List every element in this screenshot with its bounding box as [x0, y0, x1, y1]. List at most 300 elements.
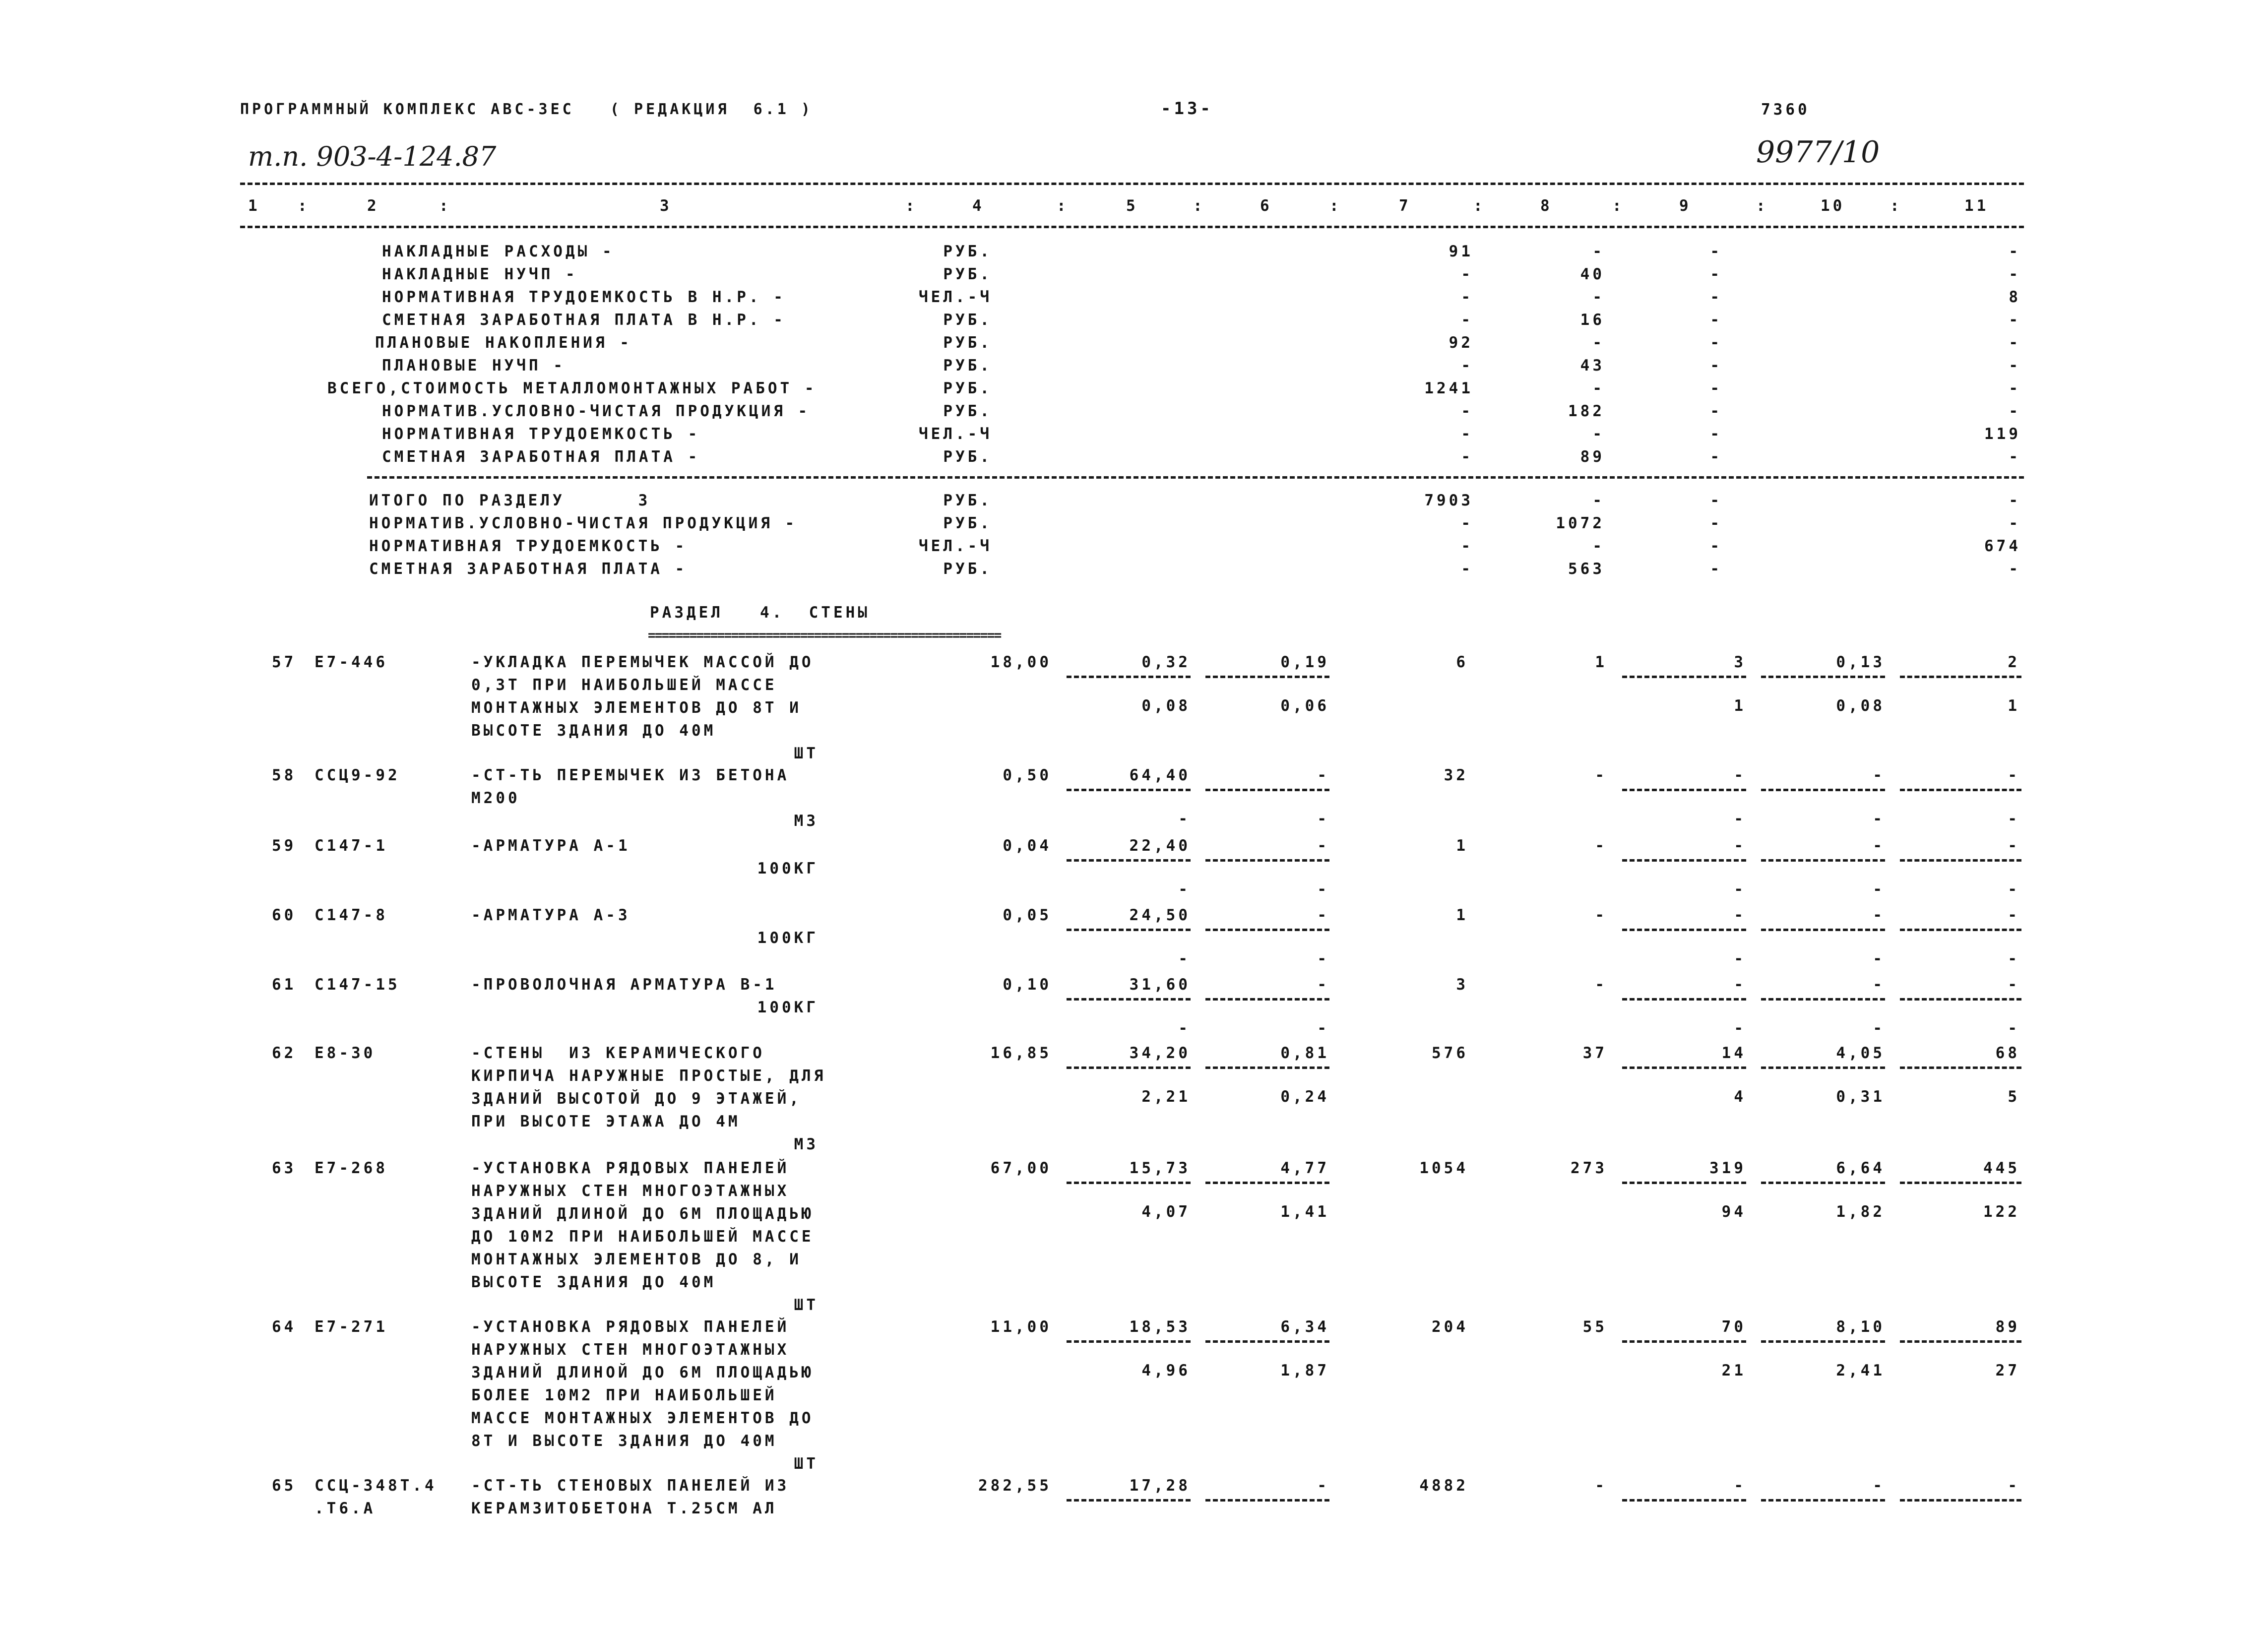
item-description: 0,3Т ПРИ НАИБОЛЬШЕЙ МАССЕ [471, 676, 777, 694]
item-c10b: - [1873, 1019, 1885, 1037]
item-unit: М3 [794, 1135, 819, 1153]
item-c7: 6 [1456, 653, 1468, 671]
item-c5b: 2,21 [1141, 1088, 1191, 1106]
item-divider [1205, 929, 1329, 931]
item-c4: 0,05 [1003, 906, 1052, 924]
item-divider [1622, 929, 1746, 931]
item-c8: 273 [1571, 1159, 1607, 1177]
item-divider [1761, 1182, 1885, 1184]
item-unit: 100КГ [757, 999, 819, 1016]
item-c4: 18,00 [990, 653, 1052, 671]
summary-cost: 92 [1449, 334, 1473, 352]
item-description: ЗДАНИЙ ДЛИНОЙ ДО 6М ПЛОЩАДЬЮ [471, 1364, 814, 1381]
item-c11: 89 [1995, 1318, 2020, 1336]
item-divider [1067, 1066, 1191, 1069]
item-code: Е7-268 [315, 1159, 388, 1177]
item-c9: 3 [1734, 653, 1746, 671]
column-header-6: 6 [1260, 197, 1272, 215]
item-c10b: - [1873, 950, 1885, 968]
item-c7: 3 [1456, 976, 1468, 994]
item-c5b: - [1178, 1019, 1191, 1037]
item-divider [1900, 1340, 2021, 1343]
summary-c9: - [1710, 448, 1722, 466]
item-divider [1205, 1182, 1329, 1184]
summary-unit: ЧЕЛ.-Ч [919, 288, 992, 306]
item-c5b: - [1178, 950, 1191, 968]
item-description: БОЛЕЕ 10М2 ПРИ НАИБОЛЬШЕЙ [471, 1386, 777, 1404]
item-c9b: 21 [1721, 1362, 1746, 1379]
item-c6: 4,77 [1280, 1159, 1329, 1177]
item-unit: ШТ [794, 745, 819, 762]
item-unit: ШТ [794, 1296, 819, 1314]
sheet-number: 9977/10 [1756, 135, 1880, 170]
item-divider [1761, 859, 1885, 862]
item-divider [1067, 859, 1191, 862]
item-c4: 0,10 [1003, 976, 1052, 994]
summary-unit: РУБ. [943, 448, 992, 466]
item-c9: - [1734, 976, 1746, 994]
item-description: НАРУЖНЫХ СТЕН МНОГОЭТАЖНЫХ [471, 1341, 790, 1359]
summary-unit: РУБ. [943, 560, 992, 578]
item-code-cont: .Т6.А [315, 1500, 376, 1517]
item-c11: - [2008, 906, 2020, 924]
item-c7: 4882 [1419, 1477, 1468, 1495]
column-header-sep: : [1473, 197, 1486, 215]
column-header-2: 2 [367, 197, 379, 215]
summary-c8: 43 [1580, 357, 1605, 375]
item-c9b: - [1734, 880, 1746, 898]
summary-unit: РУБ. [943, 311, 992, 329]
summary-c8: - [1592, 537, 1605, 555]
item-description: -АРМАТУРА А-3 [471, 906, 630, 924]
item-c9b: 1 [1734, 697, 1746, 715]
item-c9b: - [1734, 1019, 1746, 1037]
item-number: 61 [272, 976, 297, 994]
page-number: -13- [1161, 99, 1213, 119]
item-description: МАССЕ МОНТАЖНЫХ ЭЛЕМЕНТОВ ДО [471, 1409, 814, 1427]
item-c9: - [1734, 906, 1746, 924]
item-c6b: 1,87 [1280, 1362, 1329, 1379]
summary-cost: - [1461, 560, 1473, 578]
summary-c11: - [2009, 243, 2021, 260]
summary-c8: 563 [1568, 560, 1605, 578]
summary-unit: РУБ. [943, 357, 992, 375]
item-number: 58 [272, 766, 297, 784]
item-description: ВЫСОТЕ ЗДАНИЯ ДО 40М [471, 722, 716, 740]
summary-c8: - [1592, 288, 1605, 306]
item-c10b: 2,41 [1836, 1362, 1885, 1379]
item-c5: 31,60 [1129, 976, 1191, 994]
summary-label: СМЕТНАЯ ЗАРАБОТНАЯ ПЛАТА В Н.Р. - [382, 311, 786, 329]
item-c8: - [1595, 766, 1607, 784]
summary-c11: - [2009, 514, 2021, 532]
summary-c9: - [1710, 288, 1722, 306]
summary-c11: - [2009, 311, 2021, 329]
item-c8: - [1595, 906, 1607, 924]
summary-c9: - [1710, 402, 1722, 420]
item-description: ЗДАНИЙ ДЛИНОЙ ДО 6М ПЛОЩАДЬЮ [471, 1205, 814, 1223]
item-c6b: 0,06 [1280, 697, 1329, 715]
summary-c11: - [2009, 492, 2021, 509]
item-c10: - [1873, 766, 1885, 784]
item-number: 63 [272, 1159, 297, 1177]
summary-label: НАКЛАДНЫЕ НУЧП - [382, 265, 578, 283]
summary-c11: 674 [1984, 537, 2021, 555]
summary-c8: - [1592, 379, 1605, 397]
item-c11b: 122 [1983, 1203, 2020, 1221]
item-c5b: 4,96 [1141, 1362, 1191, 1379]
item-description: НАРУЖНЫХ СТЕН МНОГОЭТАЖНЫХ [471, 1182, 790, 1200]
summary-c9: - [1710, 357, 1722, 375]
item-c6: - [1317, 837, 1329, 855]
item-divider [1900, 998, 2021, 1001]
summary-c8: - [1592, 425, 1605, 443]
summary-c11: - [2009, 560, 2021, 578]
item-code: С147-8 [315, 906, 388, 924]
item-code: Е7-271 [315, 1318, 388, 1336]
item-divider [1900, 929, 2021, 931]
column-header-sep: : [1890, 197, 1902, 215]
item-c8: 37 [1582, 1044, 1607, 1062]
column-header-7: 7 [1399, 197, 1411, 215]
item-c7: 32 [1444, 766, 1468, 784]
summary-label: НОРМАТИВНАЯ ТРУДОЕМКОСТЬ - [382, 425, 700, 443]
item-c6: - [1317, 976, 1329, 994]
item-divider [1622, 1499, 1746, 1502]
item-c8: 55 [1582, 1318, 1607, 1336]
item-divider [1622, 676, 1746, 678]
column-header-8: 8 [1540, 197, 1553, 215]
item-description: ДО 10М2 ПРИ НАИБОЛЬШЕЙ МАССЕ [471, 1228, 814, 1246]
summary-c9: - [1710, 265, 1722, 283]
section-underline: =================================================== [648, 628, 1001, 643]
item-c10: - [1873, 976, 1885, 994]
summary-c11: 119 [1984, 425, 2021, 443]
column-header-sep: : [905, 197, 918, 215]
item-unit: М3 [794, 812, 819, 830]
summary-c8: 16 [1580, 311, 1605, 329]
item-divider [1622, 789, 1746, 791]
item-divider [1761, 1066, 1885, 1069]
summary-cost: - [1461, 265, 1473, 283]
item-c7: 1 [1456, 837, 1468, 855]
item-c11: - [2008, 1477, 2020, 1495]
item-description: ЗДАНИЙ ВЫСОТОЙ ДО 9 ЭТАЖЕЙ, [471, 1090, 802, 1108]
item-c5b: - [1178, 810, 1191, 828]
item-divider [1622, 1066, 1746, 1069]
column-header-sep: : [1329, 197, 1342, 215]
item-c4: 0,50 [1003, 766, 1052, 784]
item-divider [1622, 1340, 1746, 1343]
summary-cost: - [1461, 288, 1473, 306]
item-number: 62 [272, 1044, 297, 1062]
item-c10b: 0,31 [1836, 1088, 1885, 1106]
item-divider [1205, 676, 1329, 678]
summary-label: НОРМАТИВ.УСЛОВНО-ЧИСТАЯ ПРОДУКЦИЯ - [382, 402, 811, 420]
summary-label: ПЛАНОВЫЕ НУЧП - [382, 357, 566, 375]
item-unit: 100КГ [757, 860, 819, 877]
item-description: М200 [471, 789, 520, 807]
item-description: МОНТАЖНЫХ ЭЛЕМЕНТОВ ДО 8Т И [471, 699, 802, 717]
item-code: С147-15 [315, 976, 400, 994]
item-c9: - [1734, 837, 1746, 855]
summary-label: НОРМАТИВ.УСЛОВНО-ЧИСТАЯ ПРОДУКЦИЯ - [369, 514, 798, 532]
summary-unit: РУБ. [943, 334, 992, 352]
section-title: РАЗДЕЛ 4. СТЕНЫ [650, 604, 870, 622]
summary-label: НОРМАТИВНАЯ ТРУДОЕМКОСТЬ - [369, 537, 688, 555]
header-rule [240, 226, 2024, 228]
summary-c8: 89 [1580, 448, 1605, 466]
summary-c8: - [1592, 334, 1605, 352]
summary-cost: 91 [1449, 243, 1473, 260]
item-c11: 68 [1995, 1044, 2020, 1062]
item-divider [1205, 1066, 1329, 1069]
column-header-9: 9 [1679, 197, 1692, 215]
item-c5b: 0,08 [1141, 697, 1191, 715]
item-c5: 18,53 [1129, 1318, 1191, 1336]
item-description: КЕРАМЗИТОБЕТОНА Т.25СМ АЛ [471, 1500, 777, 1517]
summary-label: ИТОГО ПО РАЗДЕЛУ 3 [369, 492, 651, 509]
item-divider [1761, 789, 1885, 791]
summary-cost: - [1461, 537, 1473, 555]
column-header-sep: : [1756, 197, 1768, 215]
summary-label: ПЛАНОВЫЕ НАКОПЛЕНИЯ - [375, 334, 632, 352]
summary-c9: - [1710, 379, 1722, 397]
item-c9: - [1734, 1477, 1746, 1495]
item-divider [1067, 929, 1191, 931]
summary-c9: - [1710, 492, 1722, 509]
item-description: КИРПИЧА НАРУЖНЫЕ ПРОСТЫЕ, ДЛЯ [471, 1067, 826, 1085]
item-c6b: - [1317, 1019, 1329, 1037]
item-c11b: - [2008, 1019, 2020, 1037]
item-description: -ПРОВОЛОЧНАЯ АРМАТУРА В-1 [471, 976, 777, 994]
item-divider [1761, 1499, 1885, 1502]
item-c11b: - [2008, 810, 2020, 828]
summary-unit: ЧЕЛ.-Ч [919, 425, 992, 443]
summary-c11: - [2009, 379, 2021, 397]
item-description: ВЫСОТЕ ЗДАНИЯ ДО 40М [471, 1273, 716, 1291]
item-divider [1761, 998, 1885, 1001]
summary-c8: 182 [1568, 402, 1605, 420]
item-description: МОНТАЖНЫХ ЭЛЕМЕНТОВ ДО 8, И [471, 1251, 802, 1268]
summary-unit: РУБ. [943, 265, 992, 283]
item-c6: 6,34 [1280, 1318, 1329, 1336]
item-c7: 204 [1432, 1318, 1468, 1336]
summary-c9: - [1710, 425, 1722, 443]
summary-unit: РУБ. [943, 379, 992, 397]
item-c5: 17,28 [1129, 1477, 1191, 1495]
item-unit: ШТ [794, 1455, 819, 1473]
item-divider [1205, 789, 1329, 791]
item-c5: 24,50 [1129, 906, 1191, 924]
item-c10: 6,64 [1836, 1159, 1885, 1177]
summary-c11: - [2009, 448, 2021, 466]
item-c6b: - [1317, 880, 1329, 898]
item-c8: - [1595, 837, 1607, 855]
summary-c11: - [2009, 402, 2021, 420]
item-c6: - [1317, 906, 1329, 924]
item-divider [1067, 676, 1191, 678]
item-c8: - [1595, 1477, 1607, 1495]
item-c10: - [1873, 837, 1885, 855]
item-c6: - [1317, 1477, 1329, 1495]
item-c4: 282,55 [978, 1477, 1052, 1495]
summary-c9: - [1710, 514, 1722, 532]
item-divider [1205, 859, 1329, 862]
column-header-sep: : [298, 197, 310, 215]
column-header-11: 11 [1964, 197, 1989, 215]
summary-cost: 1241 [1424, 379, 1473, 397]
item-divider [1900, 1066, 2021, 1069]
item-divider [1205, 1499, 1329, 1502]
item-divider [1900, 1182, 2021, 1184]
summary-label: СМЕТНАЯ ЗАРАБОТНАЯ ПЛАТА - [369, 560, 688, 578]
item-c8: - [1595, 976, 1607, 994]
item-c9: - [1734, 766, 1746, 784]
summary-separator [367, 476, 2024, 479]
summary-c8: - [1592, 243, 1605, 260]
item-c11b: 27 [1995, 1362, 2020, 1379]
item-c6b: 1,41 [1280, 1203, 1329, 1221]
summary-unit: РУБ. [943, 492, 992, 509]
summary-c11: - [2009, 357, 2021, 375]
column-header-sep: : [1193, 197, 1205, 215]
item-divider [1900, 1499, 2021, 1502]
item-divider [1067, 1340, 1191, 1343]
item-divider [1761, 929, 1885, 931]
item-code: ССЦ-348Т.4 [315, 1477, 437, 1495]
program-title: ПРОГРАММНЫЙ КОМПЛЕКС АВС-ЗЕС ( РЕДАКЦИЯ 6.1 ) [240, 101, 813, 118]
item-divider [1622, 859, 1746, 862]
item-divider [1761, 676, 1885, 678]
summary-unit: РУБ. [943, 514, 992, 532]
item-c6: 0,81 [1280, 1044, 1329, 1062]
document-code: 7360 [1761, 101, 1810, 119]
summary-c9: - [1710, 537, 1722, 555]
summary-cost: - [1461, 514, 1473, 532]
item-c10: - [1873, 1477, 1885, 1495]
summary-label: НОРМАТИВНАЯ ТРУДОЕМКОСТЬ В Н.Р. - [382, 288, 786, 306]
column-header-4: 4 [972, 197, 985, 215]
item-divider [1900, 676, 2021, 678]
item-c5: 22,40 [1129, 837, 1191, 855]
item-divider [1622, 1182, 1746, 1184]
column-header-10: 10 [1821, 197, 1845, 215]
item-c10b: - [1873, 880, 1885, 898]
item-c5b: 4,07 [1141, 1203, 1191, 1221]
item-description: -УКЛАДКА ПЕРЕМЫЧЕК МАССОЙ ДО [471, 653, 814, 671]
column-header-sep: : [1057, 197, 1069, 215]
item-c9b: 4 [1734, 1088, 1746, 1106]
summary-c9: - [1710, 243, 1722, 260]
item-c7: 1054 [1419, 1159, 1468, 1177]
summary-c9: - [1710, 334, 1722, 352]
item-unit: 100КГ [757, 929, 819, 947]
item-divider [1067, 1182, 1191, 1184]
item-number: 64 [272, 1318, 297, 1336]
top-rule [240, 183, 2024, 185]
summary-cost: - [1461, 425, 1473, 443]
item-description: ПРИ ВЫСОТЕ ЭТАЖА ДО 4М [471, 1113, 741, 1130]
item-divider [1205, 1340, 1329, 1343]
item-c5b: - [1178, 880, 1191, 898]
summary-c11: 8 [2009, 288, 2021, 306]
item-c9b: 94 [1721, 1203, 1746, 1221]
column-header-1: 1 [248, 197, 260, 215]
item-c6: - [1317, 766, 1329, 784]
item-code: ССЦ9-92 [315, 766, 400, 784]
item-c11: - [2008, 976, 2020, 994]
item-c11: - [2008, 766, 2020, 784]
item-divider [1067, 1499, 1191, 1502]
item-number: 60 [272, 906, 297, 924]
item-c5: 0,32 [1141, 653, 1191, 671]
project-number: т.п. 903-4-124.87 [248, 141, 497, 172]
summary-unit: РУБ. [943, 243, 992, 260]
item-description: -УСТАНОВКА РЯДОВЫХ ПАНЕЛЕЙ [471, 1159, 790, 1177]
item-divider [1067, 789, 1191, 791]
item-divider [1205, 998, 1329, 1001]
item-c5: 64,40 [1129, 766, 1191, 784]
summary-c8: 40 [1580, 265, 1605, 283]
item-divider [1900, 859, 2021, 862]
item-description: -СТ-ТЬ СТЕНОВЫХ ПАНЕЛЕЙ ИЗ [471, 1477, 790, 1495]
item-c4: 67,00 [990, 1159, 1052, 1177]
item-c10: 8,10 [1836, 1318, 1885, 1336]
item-code: Е7-446 [315, 653, 388, 671]
item-divider [1900, 789, 2021, 791]
item-description: 8Т И ВЫСОТЕ ЗДАНИЯ ДО 40М [471, 1432, 777, 1450]
item-c4: 0,04 [1003, 837, 1052, 855]
item-c10: 4,05 [1836, 1044, 1885, 1062]
item-c9: 70 [1721, 1318, 1746, 1336]
column-header-sep: : [439, 197, 451, 215]
item-c10: 0,13 [1836, 653, 1885, 671]
item-c6b: - [1317, 810, 1329, 828]
summary-label: НАКЛАДНЫЕ РАСХОДЫ - [382, 243, 615, 260]
item-code: Е8-30 [315, 1044, 376, 1062]
item-c11: 445 [1983, 1159, 2020, 1177]
item-c11b: - [2008, 950, 2020, 968]
item-c9b: - [1734, 810, 1746, 828]
item-c6b: - [1317, 950, 1329, 968]
item-c4: 16,85 [990, 1044, 1052, 1062]
item-c9b: - [1734, 950, 1746, 968]
summary-unit: РУБ. [943, 402, 992, 420]
item-divider [1622, 998, 1746, 1001]
summary-unit: ЧЕЛ.-Ч [919, 537, 992, 555]
item-c11: 2 [2008, 653, 2020, 671]
item-number: 59 [272, 837, 297, 855]
item-c10b: - [1873, 810, 1885, 828]
item-description: -СТЕНЫ ИЗ КЕРАМИЧЕСКОГО [471, 1044, 765, 1062]
item-c6: 0,19 [1280, 653, 1329, 671]
item-c7: 576 [1432, 1044, 1468, 1062]
item-c10: - [1873, 906, 1885, 924]
item-c9: 14 [1721, 1044, 1746, 1062]
item-c9: 319 [1709, 1159, 1746, 1177]
column-header-sep: : [1612, 197, 1625, 215]
summary-c9: - [1710, 311, 1722, 329]
summary-c9: - [1710, 560, 1722, 578]
column-header-5: 5 [1126, 197, 1138, 215]
item-description: -АРМАТУРА А-1 [471, 837, 630, 855]
item-c11b: 1 [2008, 697, 2020, 715]
item-divider [1067, 998, 1191, 1001]
item-c10b: 1,82 [1836, 1203, 1885, 1221]
summary-cost: 7903 [1424, 492, 1473, 509]
summary-label: ВСЕГО,СТОИМОСТЬ МЕТАЛЛОМОНТАЖНЫХ РАБОТ - [327, 379, 817, 397]
